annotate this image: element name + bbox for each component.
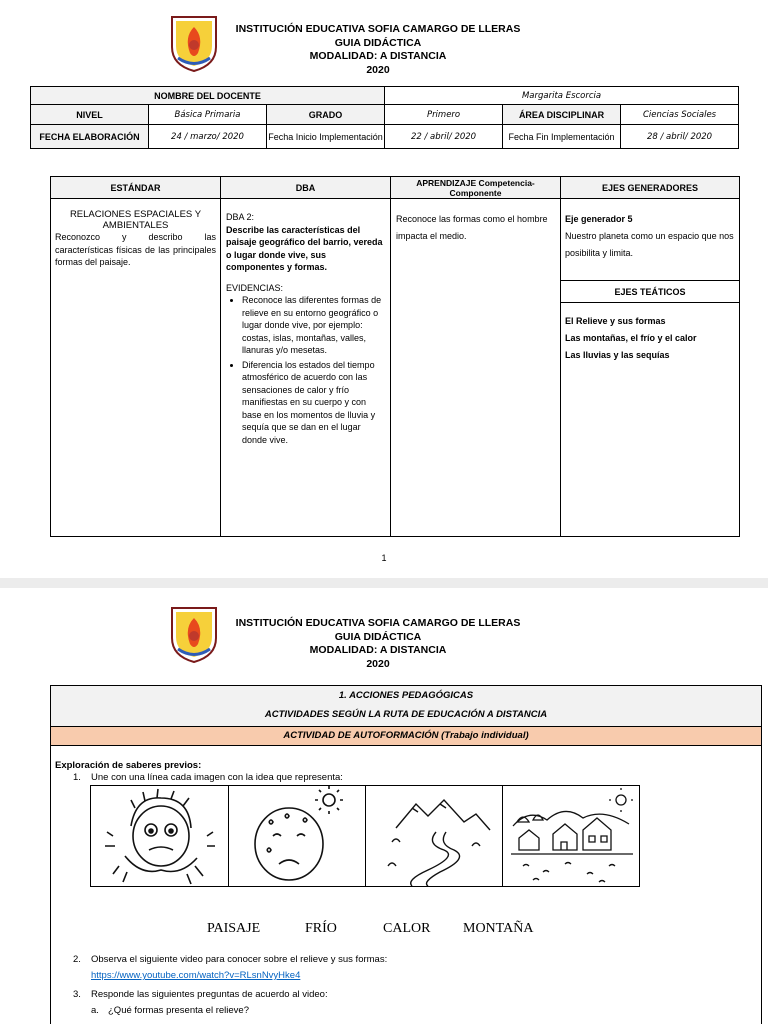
header-line-2: GUIA DIDÁCTICA [334, 36, 422, 49]
info-table [30, 86, 739, 149]
item-3a-letter: a. [91, 1005, 99, 1016]
section-title: 1. ACCIONES PEDAGÓGICAS [338, 690, 474, 701]
page-2 [0, 588, 768, 1024]
col-ejes: EJES GENERADORES [561, 177, 740, 199]
evidencia-item: • Diferencia los estados del tiempo atmosférico de acuerdo con las sensaciones de calor y frío manifiestas en su cuerpo y con base en los momentos de lluvia y sequía que se dan en el lugar donde vive. [242, 359, 385, 447]
word-calor: CALOR [383, 921, 431, 936]
word-paisaje: PAISAJE [207, 921, 261, 936]
item-3a-text: ¿Qué formas presenta el relieve? [108, 1005, 249, 1016]
image-cold-person [90, 785, 229, 887]
right-border [761, 746, 762, 1024]
eje-tematico-item: El Relieve y sus formas [565, 316, 666, 326]
institution-header [200, 23, 556, 77]
image-landscape [502, 785, 640, 887]
estandar-text: Reconozco y describo las características físicas de las principales formas del paisaje. [55, 232, 216, 267]
header-line-1: INSTITUCIÓN EDUCATIVA SOFIA CAMARGO DE LLERAS [235, 23, 521, 35]
estandar-title: RELACIONES ESPACIALES Y AMBIENTALES [69, 209, 202, 231]
institution-header [200, 617, 556, 671]
grado-label: GRADO [267, 105, 385, 125]
area-value: Ciencias Sociales [621, 105, 739, 125]
aprendizaje-cell [391, 199, 561, 537]
nivel-label: NIVEL [31, 105, 149, 125]
inicio-label: Fecha Inicio Implementación [267, 125, 385, 149]
video-link[interactable]: https://www.youtube.com/watch?v=RLsnNvyHke4 [91, 970, 301, 981]
image-hot-face [228, 785, 366, 887]
item-2-number: 2. [73, 954, 81, 965]
mountain-drawing [366, 786, 502, 886]
item-2-text: Observa el siguiente video para conocer sobre el relieve y sus formas: [91, 954, 388, 965]
evidencias-label: EVIDENCIAS: [226, 282, 284, 293]
fin-label: Fecha Fin Implementación [503, 125, 621, 149]
word-frio: FRÍO [305, 921, 337, 936]
inicio-value: 22 / abril/ 2020 [385, 125, 503, 149]
header-line-4: 2020 [366, 657, 390, 670]
docente-label: NOMBRE DEL DOCENTE [31, 87, 385, 105]
header-line-2: GUIA DIDÁCTICA [334, 630, 422, 643]
hot-face-drawing [229, 786, 365, 886]
header-line-3: MODALIDAD: A DISTANCIA [309, 644, 447, 656]
image-mountain [365, 785, 503, 887]
item-3-number: 3. [73, 989, 81, 1000]
eje-tematico-item: Las montañas, el frío y el calor [565, 333, 697, 343]
col-estandar: ESTÁNDAR [51, 177, 221, 199]
item-1-text: Une con una línea cada imagen con la idea que representa: [91, 772, 343, 783]
fecha-value: 24 / marzo/ 2020 [149, 125, 267, 149]
dba-cell [221, 199, 391, 537]
dba-number: DBA 2: [226, 212, 255, 222]
grado-value: Primero [385, 105, 503, 125]
ejes-tematicos-label: EJES TEÁTICOS [561, 281, 740, 303]
eje-generador-cell [561, 199, 740, 281]
eje-tematico-item: Las lluvias y las sequías [565, 350, 670, 360]
ejes-tematicos-cell [561, 303, 740, 537]
dba-description: Describe las características del paisaje geográfico del barrio, vereda o lugar donde vive, sus componentes y formas. [226, 224, 383, 272]
autoformacion-band: ACTIVIDAD DE AUTOFORMACIÓN (Trabajo individual) [50, 726, 762, 746]
fin-value: 28 / abril/ 2020 [621, 125, 739, 149]
col-dba: DBA [221, 177, 391, 199]
item-1-number: 1. [73, 772, 81, 783]
exploracion-label: Exploración de saberes previos: [55, 760, 202, 771]
header-line-4: 2020 [366, 63, 390, 76]
nivel-value: Básica Primaria [149, 105, 267, 125]
standards-table [50, 176, 740, 537]
left-border [50, 746, 51, 1024]
eje-generador-text: Nuestro planeta como un espacio que nos posibilita y limita. [565, 231, 734, 258]
area-label: ÁREA DISCIPLINAR [503, 105, 621, 125]
fecha-label: FECHA ELABORACIÓN [31, 125, 149, 149]
header-line-1: INSTITUCIÓN EDUCATIVA SOFIA CAMARGO DE LLERAS [235, 617, 521, 629]
route-title: ACTIVIDADES SEGÚN LA RUTA DE EDUCACIÓN A DISTANCIA [264, 709, 548, 720]
header-line-3: MODALIDAD: A DISTANCIA [309, 50, 447, 62]
evidencia-item: • Reconoce las diferentes formas de relieve en su entorno geográfico o lugar donde vive, por ejemplo: costas, islas, montañas, valles, llanuras y/o mesetas. [242, 294, 385, 357]
page-number: 1 [381, 553, 387, 563]
eje-generador-title: Eje generador 5 [565, 214, 633, 224]
aprendizaje-text: Reconoce las formas como el hombre impacta el medio. [396, 214, 548, 241]
col-aprendizaje: APRENDIZAJE Competencia-Componente [391, 177, 561, 199]
acciones-section [50, 685, 762, 727]
estandar-cell [51, 199, 221, 537]
cold-person-drawing [91, 786, 228, 886]
landscape-drawing [503, 786, 639, 886]
docente-value: Margarita Escorcia [385, 87, 739, 105]
item-3-text: Responde las siguientes preguntas de acuerdo al video: [91, 989, 328, 1000]
word-montana: MONTAÑA [463, 921, 534, 936]
evidencias-list [242, 294, 385, 446]
